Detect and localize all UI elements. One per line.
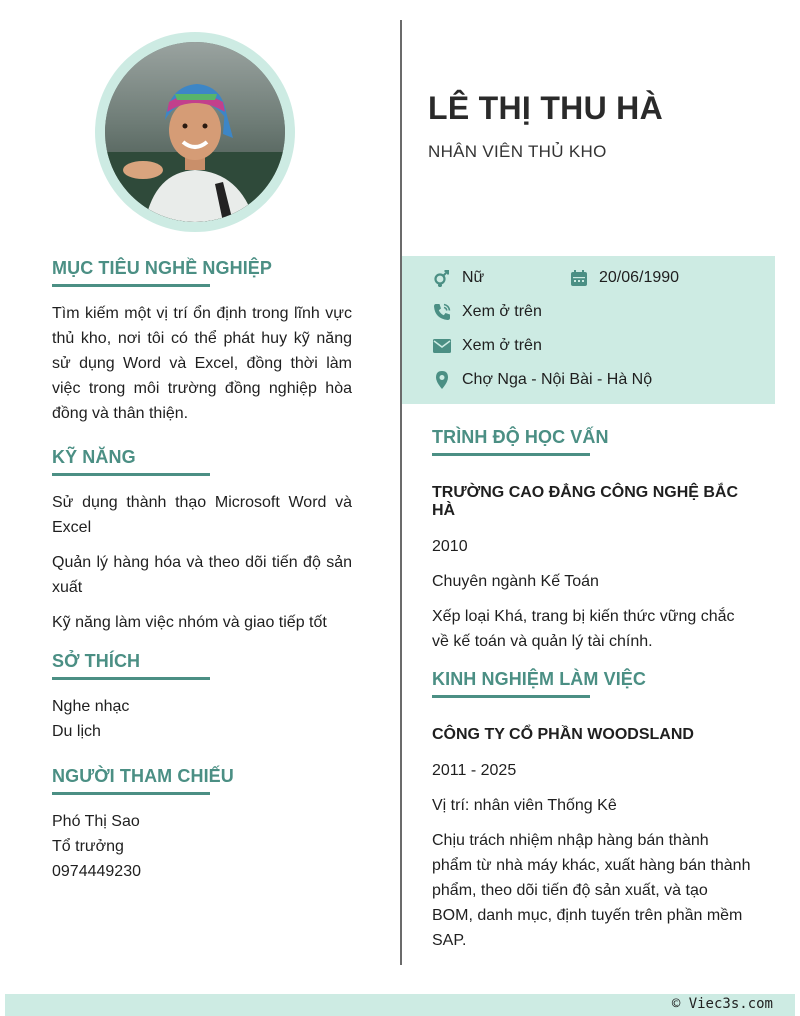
phone-value: Xem ở trên — [462, 303, 542, 320]
hobbies-section — [52, 651, 352, 744]
footer-copyright[interactable]: © Viec3s.com — [671, 996, 773, 1012]
address-row — [432, 370, 652, 390]
birthdate-row — [569, 268, 679, 288]
experience-description: Chịu trách nhiệm nhập hàng bán thành phẩm từ nhà máy khác, xuất hàng bán thành phẩm, theo dõi tiến độ sản xuất, và tạo BOM, danh mục, định tuyến trên phần mềm SAP. — [432, 832, 751, 949]
experience-period: 2011 - 2025 — [432, 762, 517, 779]
skill-item: Sử dụng thành thạo Microsoft Word và Excel — [52, 494, 352, 536]
avatar — [105, 42, 285, 222]
education-description: Xếp loại Khá, trang bị kiến thức vững chắc về kế toán và quản lý tài chính. — [432, 608, 735, 650]
skill-item: Quản lý hàng hóa và theo dõi tiến độ sản xuất — [52, 554, 352, 596]
reference-role: Tổ trưởng — [52, 838, 124, 855]
skills-section — [52, 447, 352, 635]
experience-section — [432, 669, 752, 953]
skill-item: Kỹ năng làm việc nhóm và giao tiếp tốt — [52, 614, 327, 631]
birthdate-value: 20/06/1990 — [599, 269, 680, 286]
education-title: TRÌNH ĐỘ HỌC VẤN — [432, 427, 752, 452]
gender-value: Nữ — [462, 269, 485, 286]
objective-text: Tìm kiếm một vị trí ổn định trong lĩnh vực thủ kho, nơi tôi có thể phát huy kỹ năng sử dụng Word và Excel, đồng thời làm việc trong môi trường đồng nghiệp hòa đồng và thân thiện. — [52, 305, 352, 422]
address-value: Chợ Nga - Nội Bài - Hà Nộ — [462, 371, 653, 388]
contact-panel — [402, 256, 775, 404]
candidate-name: LÊ THỊ THU HÀ — [428, 90, 663, 126]
gender-row — [432, 268, 484, 288]
phone-icon — [432, 302, 452, 322]
hobby-item: Nghe nhạc — [52, 698, 130, 715]
references-title: NGƯỜI THAM CHIẾU — [52, 766, 352, 791]
education-year: 2010 — [432, 538, 468, 555]
column-divider — [400, 20, 402, 965]
avatar-photo — [105, 42, 285, 222]
objective-section — [52, 258, 352, 426]
email-value: Xem ở trên — [462, 337, 542, 354]
references-section — [52, 766, 352, 884]
location-pin-icon — [432, 370, 452, 390]
education-section — [432, 427, 752, 654]
experience-role: Vị trí: nhân viên Thống Kê — [432, 797, 617, 814]
experience-company: CÔNG TY CỔ PHẦN WOODSLAND — [432, 726, 694, 743]
email-row — [432, 336, 542, 356]
mail-icon — [432, 336, 452, 356]
experience-title: KINH NGHIỆM LÀM VIỆC — [432, 669, 752, 694]
calendar-icon — [569, 268, 589, 288]
phone-row — [432, 302, 542, 322]
education-school: TRƯỜNG CAO ĐẲNG CÔNG NGHỆ BẮC HÀ — [432, 484, 739, 519]
hobby-item: Du lịch — [52, 723, 101, 740]
candidate-position: NHÂN VIÊN THỦ KHO — [428, 142, 607, 161]
gender-icon — [432, 268, 452, 288]
skills-title: KỸ NĂNG — [52, 447, 352, 472]
hobbies-title: SỞ THÍCH — [52, 651, 352, 676]
footer-bar — [5, 994, 795, 1016]
reference-name: Phó Thị Sao — [52, 813, 140, 830]
objective-title: MỤC TIÊU NGHỀ NGHIỆP — [52, 258, 352, 283]
education-major: Chuyên ngành Kế Toán — [432, 573, 599, 590]
reference-phone: 0974449230 — [52, 863, 141, 880]
